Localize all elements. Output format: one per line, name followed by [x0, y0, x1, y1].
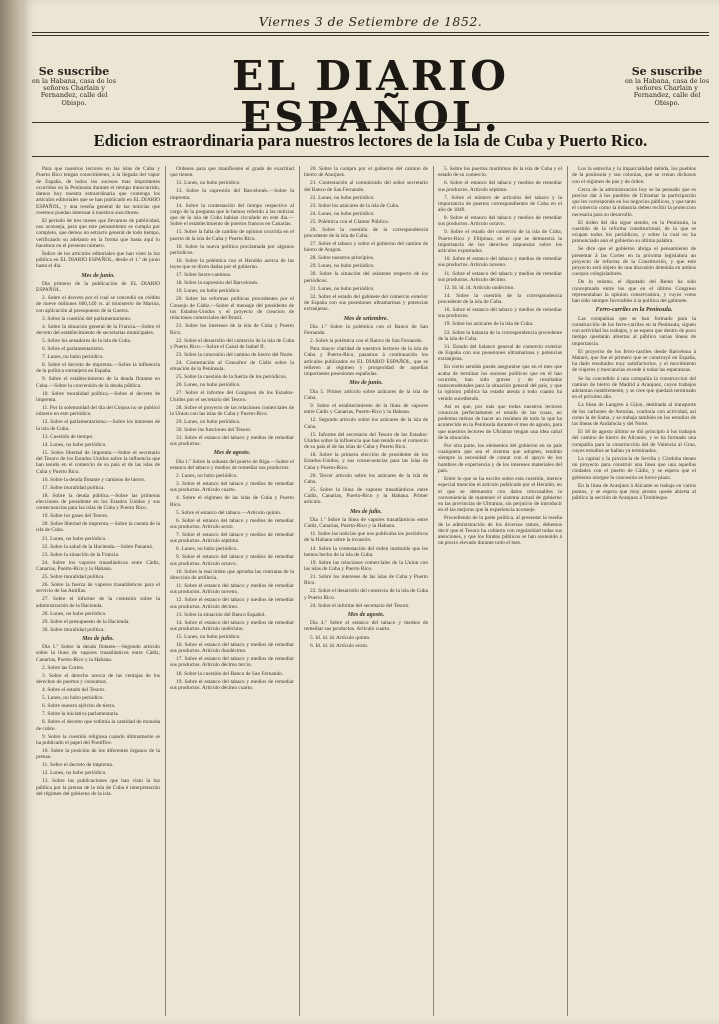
paragraph: 15. Sobre la falta de cambio de opinion ocurrida en el puerto de la isla de Cuba y Puerto Rico. — [170, 229, 294, 242]
paragraph: 25. Sobre moralidad política. — [42, 573, 105, 580]
paragraph: Procediendo de la parte política, al presentar la reseña de la administración de los diversos ramos, debemos decir que el Tesoro ha cubierto con regularidad todas sus atenciones, y que los fondos públicos se han sostenido á un precio elevado durante todo el mes. — [438, 515, 562, 547]
paragraph: 18. Sobre la supresión del Barcelonés. — [176, 280, 259, 287]
paragraph: La línea de Langreo á Gijon, destinada al transporte de los carbones de Asturias, continúa con actividad, así como la de Sama, y se trabaja también en los estudios de las líneas de Andalucía y del Norte. — [572, 402, 696, 428]
column-rule — [567, 166, 568, 1016]
edition-subtitle: Edicion estraordinaria para nuestros lectores de la Isla de Cuba y Puerto Rico. — [93, 131, 648, 150]
paragraph: 13. Cuestión de tiempo. — [42, 433, 94, 440]
column-4 — [438, 166, 562, 1016]
paragraph: 13. Sobre las publicaciones que han visto la luz pública por la prensa de la isla de Cuba é interpretación del régimen del gobierno de la isla. — [36, 778, 160, 797]
paragraph: 7. Sobre el número de artículos del tabaco y la importancia de puertos correspondientes de Cuba en el año de 1849. — [438, 194, 562, 214]
section-heading: Mes de julio. — [82, 635, 114, 642]
paragraph: 9. Sobre el establecimiento de la línea de vapores entre Cádiz y Canarias, Puerto-Rico y la Habana. — [304, 402, 428, 416]
section-heading: Mes de julio. — [350, 508, 382, 515]
paragraph: Así es que, por más que todos nuestros lectores conozcan perfectamente el estado de las cosas, no podemos ménos de hacer un resúmen de todo lo que ha acontecido en la Península durante el mes de agosto, para que nuestros lectores de Ultramar tengan una idea cabal de la situación. — [438, 403, 562, 441]
paragraph: 11. Por la solemnidad del dia del Corpus no se publicó número en este periódico. — [36, 405, 160, 418]
ear-right-heading: Se suscribe — [631, 65, 703, 78]
paragraph: 6. Sobre el estanco del tabaco y medios de remediar sus productos. Artículo sexto. — [170, 517, 294, 530]
paragraph: 21. Contestación al comunicado del señor secretario del Banco de San Fernando. — [304, 180, 428, 193]
paragraph: 5. Sobre los puertos marítimos de la isla de Cuba y el estado de su comercio. — [438, 166, 562, 179]
paragraph: 2. Lunes, no hubo periódico. — [176, 473, 238, 480]
paragraph: Dia 1.º Sobre la deuda flotante.—Segundo artículo sobre la línea de vapores trasatlánticos entre Cádiz, Canarias, Puerto-Rico y la Habana. — [36, 644, 160, 663]
top-rule — [32, 32, 709, 33]
paragraph: 20. Tercer artículo sobre los azúcares de la isla de Cuba. — [304, 472, 428, 485]
ear-right-text: en la Habana, casa de los señores Charlain y Fernandez, calle del Obispo. — [624, 77, 710, 107]
paragraph: 7. Lunes, no hubo periódico. — [42, 354, 104, 361]
paragraph: Dia 5. Primer artículo sobre azúcares de la isla de Cuba. — [304, 388, 428, 401]
section-heading: Mes de agosto. — [347, 611, 385, 618]
paragraph: 20. Sobre las reformas políticas procedentes por el Consejo de Cádiz.—Sobre el mensaje del presidente de los Estados-Unidos y el proyecto de creacion de relaciones comerciales del Brasil. — [170, 296, 294, 322]
paragraph: Ordenes para que manifiesten el grado de exactitud que tienen. — [170, 166, 294, 179]
paragraph: 13. Sobre la supresión del Barcelonés.—Sobre la imprenta. — [170, 188, 294, 201]
paragraph: 12. Segundo artículo sobre los azúcares de la isla de Cuba. — [304, 417, 428, 430]
paragraph: 12. Lunes, no hubo periódico. — [42, 770, 107, 777]
paragraph: 28. Sobre nuestros principios. — [310, 255, 375, 262]
paragraph: En cierto sentido puede asegurarse que en el mes que acaba de terminar los sucesos políticos que en él han ocurrido, han sido graves y de resultados transcendentales para la situación general del país, y que la opinion pública ha estado atenta á todo cuanto ha venido sucediendo. — [438, 364, 562, 402]
column-2 — [170, 166, 294, 1016]
paragraph: 15. Sobre libertad de imprenta.—Sobre el secretario del Tesoro de los Estados Unidos sobre la influencia que han tenido en el comercio de su país el de las islas de Cuba y Puerto Rico. — [36, 449, 160, 475]
paragraph: 22. Sobre el desarrollo del comercio de la isla de Cuba y Puerto Rico.—Sobre el Canal de Isabel II. — [170, 337, 294, 350]
paragraph: 24. Lunes, no hubo periódico. — [310, 210, 375, 217]
paragraph: Por otra parte, los elementos del gobierno en su país cualquiera que sea el sistema que adopten, tendrán siempre la necesidad de contar con el apoyo de los hombres de experiencia y de los intereses materiales del país. — [438, 442, 562, 474]
paragraph: 6. Id. id. id. Artículo sexto. — [310, 642, 369, 649]
paragraph: 30. Sobre las funciones del Tesoro. — [176, 426, 252, 433]
paragraph: Cerca de la administración hoy se ha pensado que es preciso dar á los pueblos de Ultramar la participación que les corresponde en los negocios públicos, y que tanto el comercio como la industria deben recibir la proteccion necesaria para su desarrollo. — [572, 186, 696, 218]
paragraph: 5. Lunes, no hubo periódico. — [42, 695, 104, 702]
paragraph: 23. Sobre la balanza de la correspondencia procedente de la isla de Cuba. — [438, 329, 562, 342]
paragraph: 16. Sobre el estanco del tabaco y medios de remediar sus productos. Artículo duodécimo. — [170, 641, 294, 655]
paragraph: 18. Sobre la cuestión del Banco de San Fernando. — [176, 670, 284, 677]
paragraph: 4. Sobre el estado del Tesoro. — [42, 687, 106, 694]
ear-left-text: en la Habana, casa de los señores Charlain y Fernandez, calle del Obispo. — [31, 77, 117, 107]
paragraph: 17. Sobre moralidad política. — [42, 484, 105, 491]
paragraph: 30. Sobre moralidad política. — [42, 626, 105, 633]
paragraph: Para que nuestros lectores en las islas de Cuba y Puerto Rico tengan conocimiento, á la llegada del vapor de España, de todos los sucesos mas importantes ocurridos en la Península durante el tiempo transcurrido, damos hoy nuestra estraordinaria que contenga los artículos editoriales que se han publicado en EL DIARIO ESPAÑOL, y una reseña general de las noticias que creemos puedan interesar á nuestros suscritores. — [36, 166, 160, 216]
paragraph: 5. Sobre los senadores de la isla de Cuba. — [42, 338, 132, 345]
paragraph: 23. Sobre los azúcares de la isla de Cuba. — [310, 202, 400, 209]
paragraph: 23. Sobre la situación de la Francia. — [42, 551, 120, 558]
section-heading: Mes de junio. — [81, 272, 115, 279]
paragraph: 31. Estado del balance general de comercio exterior de España con sus posesiones ultramarinas y potencias extranjeras. — [438, 343, 562, 363]
paragraph: 8. Sobre el estanco del tabaco y medios de remediar sus productos. Artículo octavo. — [438, 215, 562, 228]
paragraph: Dia 1.º Sobre la subasta del puerto de Riga.—Sobre el estanco del tabaco y medios de remediar sus productos. — [170, 458, 294, 471]
paragraph: 9. Sobre el estanco del tabaco y medios de remediar sus productos. Artículo octavo. — [170, 554, 294, 567]
paragraph: 22. Lunes, no hubo periódico. — [310, 194, 375, 201]
column-5 — [572, 166, 696, 1016]
paragraph: 14. Lunes, no hubo periódico. — [42, 441, 107, 448]
ear-left-heading: Se suscribe — [38, 65, 110, 78]
paragraph: Para mayor claridad de nuestros lectores de la isla de Cuba y Puerto-Rico, pasamos á continuación los artículos publicados en EL DIARIO ESPAÑOL, que se refieren al régimen y prosperidad de aquellas importantes posesiones españolas. — [304, 346, 428, 378]
masthead-title: EL DIARIO ESPAÑOL. — [232, 52, 509, 141]
paragraph: 21. Sobre los intereses de las islas de Cuba y Puerto Rico. — [304, 574, 428, 587]
paragraph: 16. Sobre la polémica con el Heraldo acerca de las leyes que se dicen dadas por el gobierno. — [170, 258, 294, 271]
paragraph: Se dice que el gobierno abriga el pensamiento de presentar á las Cortes en la próxima legislatura un proyecto de reforma de la Constitución, y que este proyecto será objeto de una discusión detenida en ambos cuerpos colegisladores. — [572, 246, 696, 278]
paragraph: De lo mismo, el diputado del Reino ha sido conceptuado entre los que en el último Congreso representaban la opinion conservadora, y cuyos votos han sido siempre favorables á la política del gabinete. — [572, 279, 696, 305]
paragraph: 28. Lunes, no hubo periódico. — [42, 610, 107, 617]
paragraph: 16. Sobre el estanco del tabaco y medios de remediar sus productos. — [438, 307, 562, 320]
paragraph: 8. Sobre el decreto que redimía la cantidad de moneda de cobre. — [36, 719, 160, 732]
paragraph: Dia 4.º Sobre el estanco del tabaco y medios de remediar sus productos. Artículo cuarto. — [304, 620, 428, 633]
paragraph: 4. Sobre el régimen de las islas de Cuba y Puerto Rico. — [170, 495, 294, 508]
paragraph: 3. Sobre la cuestión del parlamentarismo. — [42, 315, 132, 322]
paragraph: 6. Sobre el estanco del tabaco y medios de remediar sus productos. Artículo séptimo. — [438, 180, 562, 193]
column-1 — [36, 166, 160, 1016]
subscription-ear-left — [28, 66, 120, 107]
top-rule-double — [32, 35, 709, 36]
paragraph: 14. Sobre la contestación del órden instituído que les hemos hecho de la isla de Cuba. — [304, 545, 428, 558]
paragraph: 15. Informe del secretario del Tesoro de los Estados-Unidos sobre la influencia que han tenido en el comercio de su país el de las islas de Cuba y Puerto Rico. — [304, 431, 428, 451]
paragraph: 10. Sobre la real órden que aprueba las contratas de la dirección de artillería. — [170, 568, 294, 581]
paragraph: 21. Sobre los intereses de la isla de Cuba y Puerto Rico. — [170, 323, 294, 336]
paragraph: 29. Lunes, no hubo periódico. — [176, 418, 241, 425]
paragraph: El órden del día sigue siendo, en la Península, la cuestión de la reforma constitucional, de la que se ocupan todos los periódicos, y sobre la cual no ha pronunciado aun el gobierno su última palabra. — [572, 219, 696, 245]
paragraph: 29. Lunes, no hubo periódico. — [310, 263, 375, 270]
column-rule — [165, 166, 166, 1016]
paragraph: 25. Polémica con el Clamor Público. — [310, 218, 390, 225]
paragraph: 15. Lunes, no hubo periódico. — [176, 633, 241, 640]
paragraph: 27. Sobre el informe de la comisión sobre la administración de la Hacienda. — [36, 596, 160, 609]
paragraph: 28. Sobre el proyecto de las relaciones comerciales de la Union con las islas de Cuba y Puerto-Rico. — [170, 404, 294, 417]
paragraph: Se ha concedido á una compañía la construccion del camino de hierro de Madrid á Aranjuez, cuyos trabajos adelantan notablemente, y se cree que quedará terminado en el próximo año. — [572, 375, 696, 401]
paragraph: 11. Sobre el estanco del tabaco y medios de remediar sus productos. Artículo noveno. — [170, 582, 294, 596]
paragraph: 12. Sobre el parlamentarismo.—Sobre los intereses de la isla de Cuba. — [36, 419, 160, 432]
paragraph: Dia 1.º Sobre la línea de vapores trasatlánticos entre Cádiz, Canarias, Puerto-Rico y la Habana. — [304, 516, 428, 530]
paragraph: 16. Sobre la deuda flotante y caminos de hierro. — [42, 476, 146, 483]
paragraph: 12. Sobre el estanco del tabaco y medios de remediar sus productos. Artículo décimo. — [170, 597, 294, 610]
section-heading: Ferro-carriles en la Península. — [595, 307, 673, 314]
paragraph: 10. Sobre la posición de los diferentes órganos de la prensa. — [36, 747, 160, 761]
paragraph: 19. Sobre los gases del Tesoro. — [42, 513, 109, 520]
paragraph: 29. Sobre el presupuesto de la Hacienda. — [42, 618, 130, 625]
paragraph: 8. Sobre el decreto de imprenta.—Sobre la influencia de la política extranjera en España. — [36, 362, 160, 375]
paragraph: Índice de los artículos editoriales que han visto la luz pública en EL DIARIO ESPAÑOL, desde el 1.º de junio hasta el dia. — [36, 250, 160, 270]
paragraph: 25. Sobre la cuestión de la fuerza de los periódicos. — [176, 374, 287, 381]
paragraph: 22. Sobre la salud de la Hacienda.—Sobre Panamá. — [42, 543, 154, 550]
paragraph: 8. Lunes, no hubo periódico. — [176, 546, 238, 553]
paragraph: 6. Sobre el parlamentarismo. — [42, 346, 105, 353]
masthead-rule — [32, 122, 709, 123]
paragraph: 12. Lunes, no hubo periódico. — [176, 180, 241, 187]
paragraph: 14. Sobre la cuestión de la correspondencia procedente de la isla de Cuba. — [438, 292, 562, 306]
paragraph: Entre lo que se ha escrito sobre esta cuestión, merece especial mención el artículo publicado por el Heraldo, en el que se demuestra con datos irrecusables la conveniencia de mantener el sistema actual de gobierno en las provincias de Ultramar, sin perjuicio de introducir en él las mejoras que la experiencia aconseje. — [438, 476, 562, 514]
paragraph: 26. Sobre la cuestión de la correspondencia procedente de la isla de Cuba. — [304, 226, 428, 240]
paragraph: 2. Sobre las Cortes. — [42, 664, 85, 671]
paragraph: 22. Sobre el desarrollo del comercio de la isla de Cuba y Puerto Rico. — [304, 588, 428, 601]
paragraph: 9. Sobre la cuestión religiosa cuando últimamente se ha publicado el papel del Pontífice. — [36, 733, 160, 746]
paragraph: 30. Sobre la situación del asistente respecto de los periódicos. — [304, 271, 428, 284]
paragraph: 11. Sobre las noticias que nos publicaba los periódicos de la Habana sobre la invasión. — [304, 531, 428, 544]
paragraph: 14. Sobre el estanco del tabaco y medios de remediar sus productos. Artículo undécimo. — [170, 619, 294, 632]
paragraph: El 18 de agosto último se dió principio á los trabajos del camino de hierro de Alicante, y se ha formado una compañía para la construcción del de Valencia al Grao, cuyos estudios se hallan ya terminados. — [572, 429, 696, 454]
subscription-ear-right — [621, 66, 713, 107]
paragraph: 18. Sobre la primera elección de presidente de los Estados-Unidos, y sus consecuencias para las islas de Cuba y Puerto-Rico. — [304, 452, 428, 471]
paragraph: 7. Sobre la iniciativa parlamentaria. — [42, 711, 119, 718]
paragraph: 13. Sobre la situación del Banco Español. — [176, 611, 266, 618]
paragraph: 20. Sobre la compra por el gobierno del camino de hierro de Aranjuez. — [304, 166, 428, 179]
paragraph: 2. Sobre el decreto por el cual se concedió un crédito de nueve millones 600,140 rs. al ministerio de Marina, con aplicación al presupuesto de la Guerra. — [36, 295, 160, 314]
column-rule — [433, 166, 434, 1016]
paragraph: 7. Sobre el estanco del tabaco y medios de remediar sus productos. Artículo séptimo. — [170, 532, 294, 545]
paragraph: 32. Sobre el estado del gabinete del comercio exterior de España con sus posesiones ultramarinas y potencias extranjeras. — [304, 293, 428, 313]
subtitle-rule — [32, 156, 709, 157]
paragraph: 5. Sobre el estanco del tabaco.—Artículo quinto. — [176, 509, 282, 516]
paragraph: 3. Sobre el estanco del tabaco y medios de remediar sus productos. Artículo cuarto. — [170, 481, 294, 494]
paragraph: Los la estrecha y la imparcialidad debida, los pueblos de la península y sus colonias, que se creian dichosos con el régimen de paz y de órden. — [572, 166, 696, 185]
paragraph: Dia primero de la publicación de EL DIARIO ESPAÑOL. — [36, 280, 160, 294]
column-rule — [299, 166, 300, 1016]
paragraph: 19. Sobre el estanco del tabaco y medios de remediar sus productos. Artículo décimo cuarto. — [170, 678, 294, 691]
paragraph: 26. Lunes, no hubo periódico. — [176, 382, 241, 389]
paragraph: 4. Sobre la situación general de la Francia.—Sobre el decreto del establecimiento de secretarías municipales. — [36, 323, 160, 336]
paragraph: 9. Sobre el establecimiento de la deuda flotante en Cuba.—Sobre la conversión de la deuda pública. — [36, 376, 160, 389]
page-binding — [0, 0, 22, 1024]
paragraph: El proyecto de los ferro-carriles desde Barcelona á Mataró, que fue el primero que se construyó en España, ha dado resultados muy satisfactorios, y el movimiento de viajeros y mercancías excede á todas las esperanzas. — [572, 348, 696, 374]
paragraph: 5. Id. id. id. Artículo quinto. — [310, 634, 371, 641]
paragraph: 27. Sobre el tabaco y sobre el gobierno del camino de hierro de Aragon. — [304, 241, 428, 254]
paragraph: 6. Sobre nuestro ejército de tierra. — [42, 703, 116, 710]
paragraph: 24. Contestación al Consultor de Cádiz sobre la situación de la Península. — [170, 359, 294, 373]
paragraph: 26. Sobre la fuerza de vapores trasatlánticos para el servicio de las Antillas. — [36, 582, 160, 595]
paragraph: 11. Sobre el decreto de imprenta. — [42, 762, 114, 769]
paragraph: 9. Sobre el estado del comercio de la isla de Cuba, Puerto-Rico y Filipinas, en el que se demuestra la importancia de los derechos impuestos sobre los artículos exportados. — [438, 229, 562, 255]
paragraph: 27. Sobre el informe del Congreso de los Estados-Unidos por el secretario del Tesoro. — [170, 390, 294, 403]
paragraph: 17. Sobre el estanco del tabaco y medios de remediar sus productos. Artículo décimo tercio. — [170, 656, 294, 669]
paragraph: Las compañías que se han formado para la construcción de los ferro-carriles en la Península, siguen con actividad los trabajos, y se espera que dentro de poco tiempo quedarán abiertas al público varias líneas de importancia. — [572, 315, 696, 347]
paragraph: 2. Sobre la polémica con el Banco de San Fernando. — [310, 338, 423, 345]
paragraph: 16. Sobre la nueva política proclamada por algunos periódicos. — [170, 243, 294, 256]
paragraph: La capital y la provincia de Sevilla y Córdoba tienen un proyecto para construir una línea que una aquellas ciudades con el puerto de Cádiz, y se espera que el gobierno otorgue la concesión en breve plazo. — [572, 455, 696, 481]
paragraph: 19. Sobre los azúcares de la isla de Cuba. — [444, 321, 534, 328]
section-heading: Mes de agosto. — [213, 450, 251, 457]
paragraph: 17. Sobre Sexto-caminos. — [176, 272, 232, 279]
paragraph: 25. Sobre la línea de vapores trasatlánticos entre Cádiz, Canarias, Puerto-Rico y la Habana. Primer artículo. — [304, 486, 428, 506]
dateline: Viernes 3 de Setiembre de 1852. — [258, 14, 483, 29]
paragraph: 24. Sobre los vapores trasatlánticos entre Cádiz, Canarias, Puerto-Rico y la Habana. — [36, 559, 160, 572]
paragraph: 19. Sobre las relaciones comerciales de la Union con las islas de Cuba y Puerto Rico. — [304, 559, 428, 573]
paragraph: 14. Sobre la contestación del tiempo respectivo al cargo de la pregunta que le hemos referido á las noticias que de la isla de Cuba habian circulado en este dia.—Sobre el establecimiento de puertos francos en Canarias. — [170, 202, 294, 228]
paragraph: 3. Sobre el derecho acerca de las ventajas de los derechos de puertos y consumos. — [36, 672, 160, 686]
paragraph: 10. Sobre el estanco del tabaco y medios de remediar sus productos. Artículo noveno. — [438, 256, 562, 269]
paragraph: 12. Id. id. id. Artículo undécimo. — [444, 284, 515, 291]
paragraph: 18. Sobre la deuda pública.—Sobre las primeras elecciones de presidente en los Estados Unidos y sus consecuencias para las islas de Cuba y Puerto Rico. — [36, 492, 160, 512]
paragraph: 19. Lunes, no hubo periódico. — [176, 288, 241, 295]
paragraph: 24. Sobre el informe del secretario del Tesoro. — [310, 602, 410, 609]
paragraph: 10. Sobre moralidad política.—Sobre el decreto de imprenta. — [36, 390, 160, 404]
paragraph: 21. Lunes, no hubo periódico. — [42, 535, 107, 542]
paragraph: En la línea de Aranjuez á Alicante se trabaja en varios puntos, y se espera que muy pronto quede abierta al público la sección de Aranjuez á Tembleque. — [572, 482, 696, 502]
paragraph: El periodo de tres meses que llevamos de publicidad, nos aconseja, para que este pensamiento se cumpla por completo, que demos un estracto general de todo tiempo, verificando su adelanto en la forma que hasta aquí lo hacemos en el presente número. — [36, 217, 160, 249]
article-columns — [36, 166, 711, 1016]
column-3 — [304, 166, 428, 1016]
paragraph: 20. Sobre libertad de imprenta.—Sobre la cuenta de la isla de Cuba. — [36, 521, 160, 534]
paragraph: 31. Lunes, no hubo periódico. — [310, 285, 375, 292]
section-heading: Mes de junio. — [349, 380, 383, 387]
newspaper-page — [22, 0, 719, 1024]
paragraph: Dia 1.º Sobre la polémica con el Banco de San Fernando. — [304, 323, 428, 337]
paragraph: 23. Sobre la concesión del camino de hierro del Norte. — [176, 351, 294, 358]
paragraph: 31. Sobre el estanco del tabaco y medios de remediar sus productos. — [170, 434, 294, 448]
paragraph: 11. Sobre el estanco del tabaco y medios de remediar sus productos. Artículo décimo. — [438, 270, 562, 283]
section-heading: Mes de setiembre. — [343, 315, 389, 322]
